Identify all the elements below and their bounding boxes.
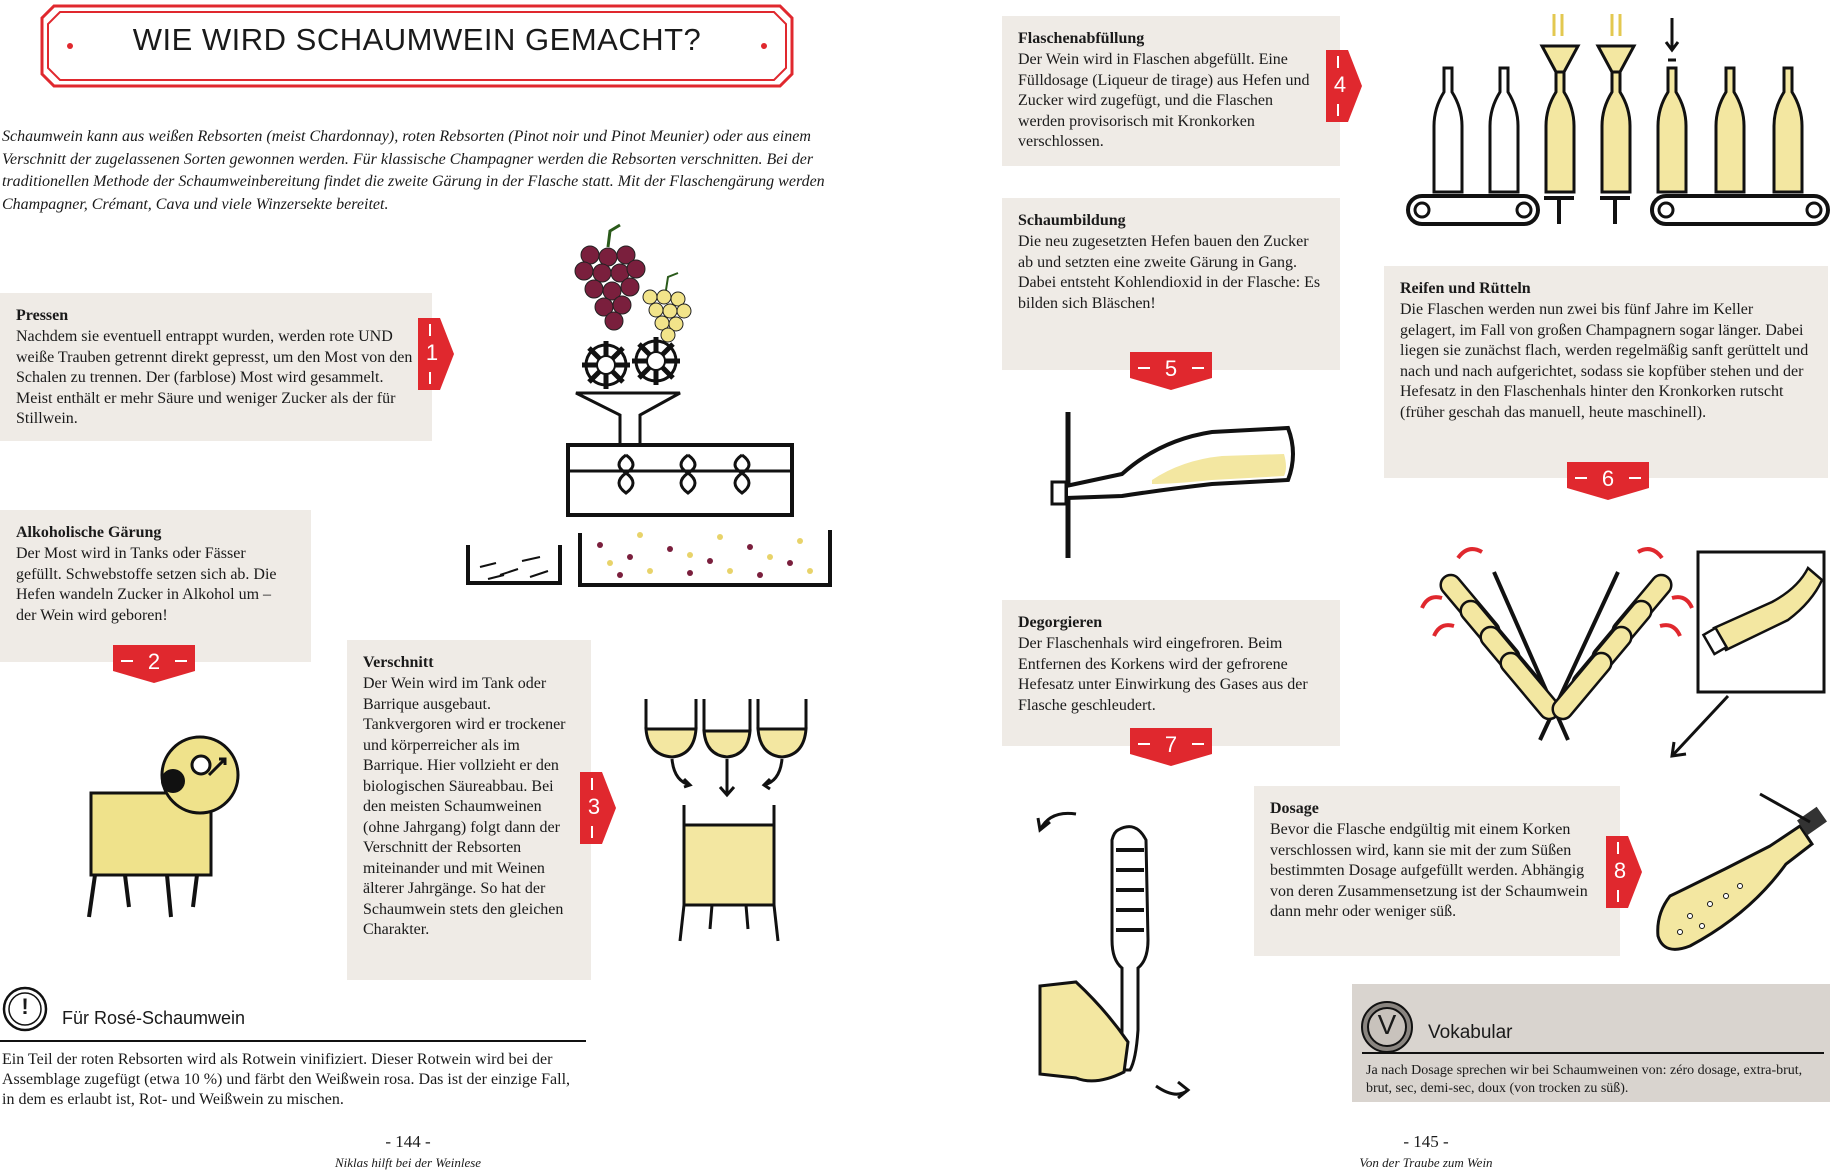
note-title: Für Rosé-Schaumwein (62, 1008, 246, 1028)
riddling-illustration (1412, 528, 1830, 748)
bottling-illustration (1404, 6, 1832, 228)
blending-illustration (640, 695, 810, 945)
tank-illustration (85, 735, 245, 920)
step-6-number: 6 (1601, 466, 1615, 491)
step-8-text: Bevor die Flasche endgültig mit einem Korken verschlossen wird, kann sie mit der zum Süßen bestimmten Dosage aufgefüllt werden. Abhängig von deren Zusammensetzung ist der Schaumwein dann mehr oder weniger süß. (1270, 821, 1588, 920)
step-6-title: Reifen und Rütteln (1400, 280, 1531, 297)
step-1-text: Nachdem sie eventuell entrappt wurden, werden rote UND weiße Trauben getrennt direkt gepresst, um den Most von den Schalen zu trennen. Der (farblose) Most wird gesammelt. Meist enthält er mehr Säure und weniger Zucker als der für Stillwein. (16, 328, 413, 427)
right-page-number: - 145 - (1403, 1132, 1449, 1151)
step-1-box (0, 293, 432, 441)
press-illustration (460, 245, 840, 585)
vocab-title: Vokabular (1428, 1022, 1513, 1043)
step-3-text: Der Wein wird im Tank oder Barrique ausgebaut. Tankvergoren wird er trockener und körperreicher als im Barrique. Hier vollzieht er den biologischen Säureabbau. Bei den meisten Schaumweinen (ohne Jahrgang) folgt dann der Verschnitt der Rebsorten miteinander und mit Weinen älterer Jahrgänge. So hat der Schaumwein stets den gleichen Charakter. (363, 675, 566, 938)
step-2-number: 2 (147, 649, 161, 674)
step-7-title: Degorgieren (1018, 614, 1103, 631)
step-5-number: 5 (1164, 356, 1178, 381)
step-3-number: 3 (587, 794, 601, 819)
step-3-title: Verschnitt (363, 654, 434, 671)
step-1-number: 1 (425, 340, 439, 365)
step-6-text: Die Flaschen werden nun zwei bis fünf Jahre im Keller gelagert, im Fall von großen Champagnern sogar länger. Dabei liegen sie zunächst flach, werden regelmäßig sanft gerüttelt und nach und nach aufgerichtet, sodass sie kopfüber stehen und der Hefesatz in den Flaschenhals hinter den Kronkorken rutscht (früher geschah das manuell, heute maschinell). (1400, 301, 1809, 421)
step-4-text: Der Wein wird in Flaschen abgefüllt. Eine Fülldosage (Liqueur de tirage) aus Hefen und Zucker wird zugefügt, und die Flaschen werden provisorisch mit Kronkorken verschlossen. (1018, 51, 1310, 150)
step-8-number: 8 (1613, 858, 1627, 883)
page-title: WIE WIRD SCHAUMWEIN GEMACHT? (132, 22, 702, 57)
step-6-box (1384, 266, 1828, 478)
step-1-title: Pressen (16, 307, 69, 324)
note-icon-glyph: ! (21, 994, 29, 1019)
step-4-number: 4 (1333, 72, 1347, 97)
foaming-bottle-illustration (1052, 410, 1302, 560)
step-5-title: Schaumbildung (1018, 212, 1126, 229)
step-2-box (0, 510, 311, 662)
step-3-box (347, 640, 591, 980)
right-running-footer: Von der Traube zum Wein (1359, 1155, 1493, 1170)
step-7-number: 7 (1164, 732, 1178, 757)
vocab-text: Ja nach Dosage sprechen wir bei Schaumweinen von: zéro dosage, extra-brut, brut, sec, demi-sec, doux (von trocken zu süß). (1366, 1063, 1803, 1096)
step-8-title: Dosage (1270, 800, 1319, 817)
step-4-box (1002, 16, 1340, 166)
step-7-text: Der Flaschenhals wird eingefroren. Beim Entfernen des Korkens wird der gefrorene Hefesatz unter Einwirkung des Gases aus der Flasche geschleudert. (1018, 635, 1308, 714)
disgorging-illustration (1036, 810, 1206, 1110)
vocab-icon-glyph: V (1377, 1009, 1397, 1040)
step-7-box (1002, 600, 1340, 746)
note-divider (0, 1040, 586, 1042)
step-5-box (1002, 198, 1340, 370)
left-page-number: - 144 - (385, 1132, 431, 1151)
vocab-divider (1362, 1052, 1824, 1054)
note-text: Ein Teil der roten Rebsorten wird als Rotwein vinifiziert. Dieser Rotwein wird bei der Assemblage zugefügt (etwa 10 %) und färbt den Weißwein rosa. Das ist der einzige Fall, in dem es erlaubt ist, Rot- und Weißwein zu mischen. (2, 1051, 571, 1108)
step-2-text: Der Most wird in Tanks oder Fässer gefüllt. Schwebstoffe setzen sich ab. Die Hefen wandeln Zucker in Alkohol um – der Wein wird geboren! (16, 545, 277, 624)
step-5-text: Die neu zugesetzten Hefen bauen den Zucker ab und setzten eine zweite Gärung in Gang. Dabei entsteht Kohlendioxid in der Flasche: Es bilden sich Bläschen! (1018, 233, 1321, 312)
intro-text: Schaumwein kann aus weißen Rebsorten (meist Chardonnay), roten Rebsorten (Pinot noir und Pinot Meunier) oder aus einem Verschnitt der zugelassenen Sorten gewonnen werden. Für klassische Champagner werden die Rebsorten verschnitten. Bei der traditionellen Methode der Schaumweinbereitung findet die zweite Gärung in der Flasche statt. Mit der Flaschengärung werden Champagner, Crémant, Cava und viele Winzersekte bereitet. (2, 128, 825, 213)
step-8-box (1254, 786, 1620, 956)
dosage-illustration (1650, 786, 1834, 962)
step-4-title: Flaschenabfüllung (1018, 30, 1145, 47)
step-2-title: Alkoholische Gärung (16, 524, 162, 541)
left-running-footer: Niklas hilft bei der Weinlese (334, 1155, 482, 1170)
